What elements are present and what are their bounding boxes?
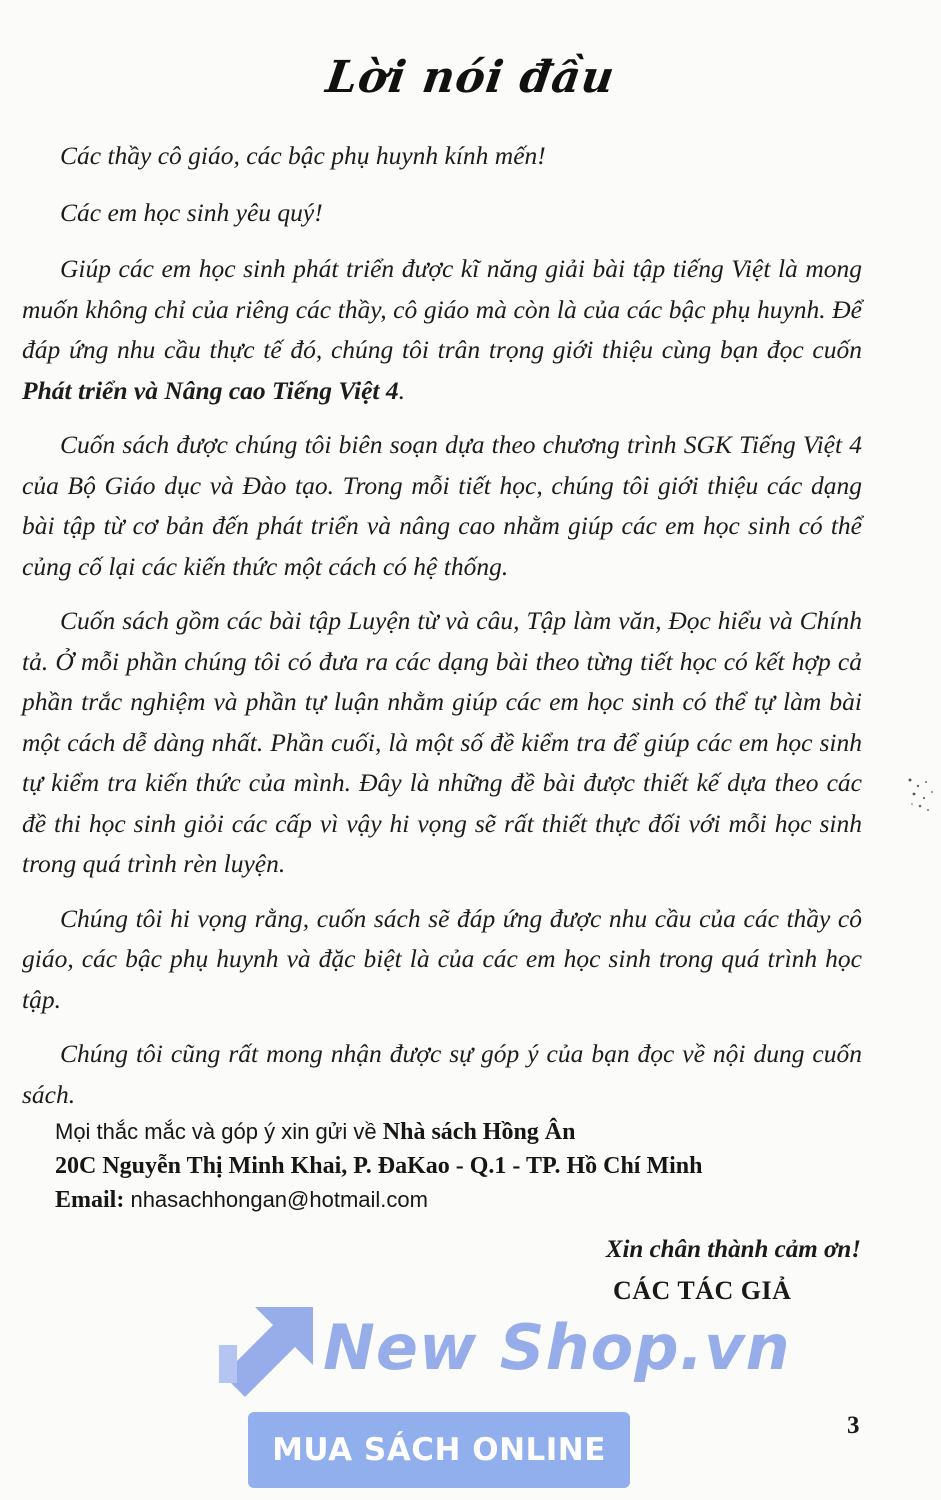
closing-authors: CÁC TÁC GIẢ [613,1276,792,1305]
contact-block [55,1115,875,1217]
paragraph-feedback: Chúng tôi cũng rất mong nhận được sự góp ý của bạn đọc về nội dung cuốn sách. [22,1039,862,1109]
preface-body [22,136,862,1129]
publisher-address: 20C Nguyễn Thị Minh Khai, P. ĐaKao - Q.1 - TP. Hồ Chí Minh [55,1153,703,1179]
greeting-teachers: Các thầy cô giáo, các bậc phụ huynh kính mến! [60,141,546,170]
paragraph-intro-end: . [398,375,405,405]
watermark-brand: New Shop.vn [323,1311,791,1384]
email-address: nhasachhongan@hotmail.com [130,1187,428,1212]
contact-address-line [55,1149,875,1183]
contact-intro: Mọi thắc mắc và góp ý xin gửi về [55,1119,383,1144]
buy-online-button[interactable]: MUA SÁCH ONLINE [248,1412,630,1488]
greeting-students: Các em học sinh yêu quý! [60,197,323,227]
paragraph-contents: Cuốn sách gồm các bài tập Luyện từ và câu, Tập làm văn, Đọc hiểu và Chính tả. Ở mỗi phần chúng tôi có đưa ra các dạng bài theo từng tiết học có kết hợp cả phần trắc nghiệm và phần tự luận nhằm giúp các em học sinh có thể tự làm bài một cách dễ dàng nhất. Phần cuối, là một số đề kiểm tra để giúp các em học sinh tự kiểm tra kiến thức của mình. Đây là những đề bài được thiết kế dựa theo các đề thi học sinh giỏi các cấp vì vậy hi vọng sẽ rất thiết thực đối với mỗi học sinh trong quá trình rèn luyện. [22,606,862,878]
paragraph-hope: Chúng tôi hi vọng rằng, cuốn sách sẽ đáp ứng được nhu cầu của các thầy cô giáo, các bậc phụ huynh và đặc biệt là của các em học sinh trong quá trình học tập. [22,903,862,1014]
email-label: Email: [55,1187,125,1213]
page-number: 3 [847,1412,860,1439]
paragraph-intro-text: Giúp các em học sinh phát triển được kĩ năng giải bài tập tiếng Việt là mong muốn không chỉ của riêng các thầy, cô giáo mà còn là của các bậc phụ huynh. Để đáp ứng nhu cầu thực tế đó, chúng tôi trân trọng giới thiệu cùng bạn đọc cuốn [22,254,862,364]
arrow-logo-icon [215,1305,315,1405]
publisher-name: Nhà sách Hồng Ân [382,1119,576,1145]
watermark-logo[interactable] [215,1305,791,1415]
closing-thanks: Xin chân thành cảm ơn! [605,1236,861,1263]
contact-email-line [55,1183,875,1217]
paragraph-curriculum: Cuốn sách được chúng tôi biên soạn dựa theo chương trình SGK Tiếng Việt 4 của Bộ Giáo dục và Đào tạo. Trong mỗi tiết học, chúng tôi giới thiệu các dạng bài tập từ cơ bản đến phát triển và nâng cao nhằm giúp các em học sinh có thể củng cố lại các kiến thức một cách có hệ thống. [22,430,862,581]
scan-speckle-mark [900,770,940,820]
paragraph-intro [22,249,862,411]
page-title: Lời nói đầu [322,52,619,103]
book-title: Phát triển và Nâng cao Tiếng Việt 4 [22,375,399,405]
contact-intro-line [55,1115,875,1149]
